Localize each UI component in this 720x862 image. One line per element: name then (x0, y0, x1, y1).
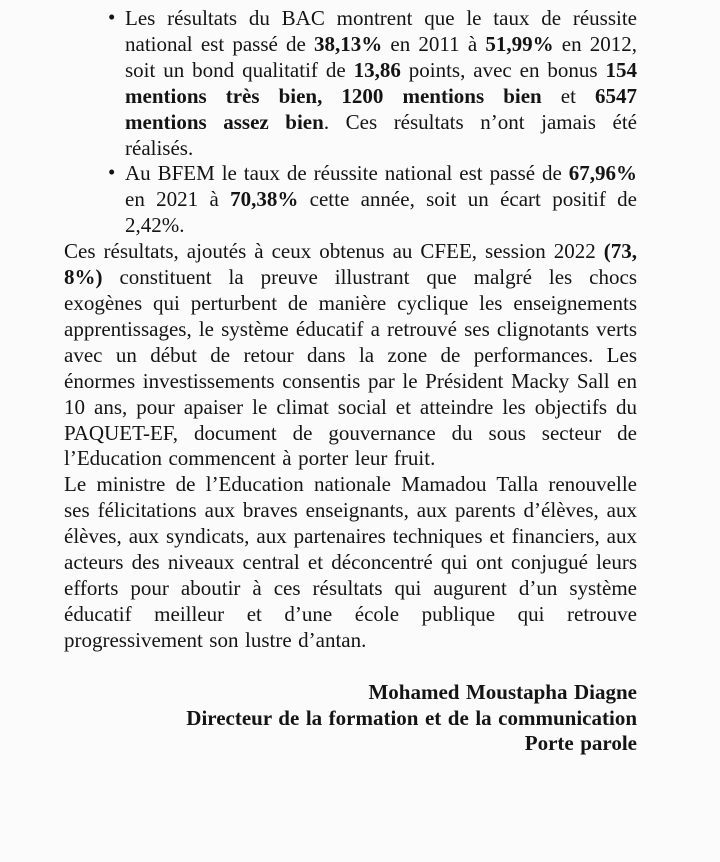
signature-line: Directeur de la formation et de la communication (186, 705, 637, 730)
bold-text-run: 38,13% (314, 31, 383, 56)
text-run: Au BFEM le taux de réussite national est passé de (125, 161, 569, 186)
text-run (322, 84, 341, 108)
text-run: constituent la preuve illustrant que malgré les chocs exogènes qui perturbent de manière cyclique les enseignements apprentissages, le système éducatif a retrouvé ses clignotants verts avec un début de retour dans la zone de performances. Les énormes investissements consentis par le Président Macky Sall en 10 ans, pour apaiser le climat social et atteindre les objectifs du PAQUET-EF, document de gouvernance du sous secteur de l’Education commencent à porter leur fruit. (64, 265, 637, 471)
bold-text-run: 70,38% (230, 187, 299, 212)
bullet-text (125, 6, 637, 160)
text-run: en 2021 à (125, 187, 231, 212)
text-run: Ces résultats, ajoutés à ceux obtenus au CFEE, session 2022 (64, 239, 604, 264)
text-run: Les résultats du BAC montrent que le taux de réussite national est passé de (125, 6, 637, 56)
paragraph (64, 472, 637, 653)
bullet-text (125, 161, 637, 237)
text-run: cette année, soit un écart positif de 2,42%. (125, 187, 638, 238)
bold-text-run: 13,86 (353, 57, 401, 82)
bold-text-run: 1200 mentions bien (341, 83, 542, 108)
bullet-marker-icon: • (108, 5, 116, 29)
bold-text-run: 51,99% (485, 31, 554, 56)
bold-text-run: 154 mentions très bien, (125, 57, 637, 108)
signature-line: Porte parole (524, 731, 637, 756)
bullet-marker-icon: • (108, 160, 116, 185)
signature-block (64, 680, 637, 758)
text-run: et (541, 83, 595, 108)
bullet-list (64, 6, 637, 239)
paragraph-list (64, 239, 637, 654)
bullet-item (64, 6, 637, 161)
signature-line: Mohamed Moustapha Diagne (368, 679, 637, 704)
text-run: . Ces résultats n’ont jamais été réalisés. (125, 109, 637, 160)
text-run: Le ministre de l’Education nationale Mamadou Talla renouvelle ses félicitations aux braves enseignants, aux parents d’élèves, aux élèves, aux syndicats, aux partenaires techniques et financiers, aux acteurs des niveaux central et déconcentré qui ont conjugué leurs efforts pour aboutir à ces résultats qui augurent d’un système éducatif meilleur et d’une école publique qui retrouve progressivement son lustre d’antan. (64, 472, 637, 652)
bold-text-run: 67,96% (568, 161, 637, 186)
text-run: en 2012, soit un bond qualitatif de (125, 31, 638, 82)
bold-text-run: (73, 8%) (64, 239, 637, 290)
bullet-item (64, 161, 637, 239)
bold-text-run: 6547 mentions assez bien (125, 83, 637, 134)
paragraph (64, 239, 637, 472)
text-run: points, avec en bonus (400, 57, 606, 82)
text-run: en 2011 à (382, 31, 486, 56)
